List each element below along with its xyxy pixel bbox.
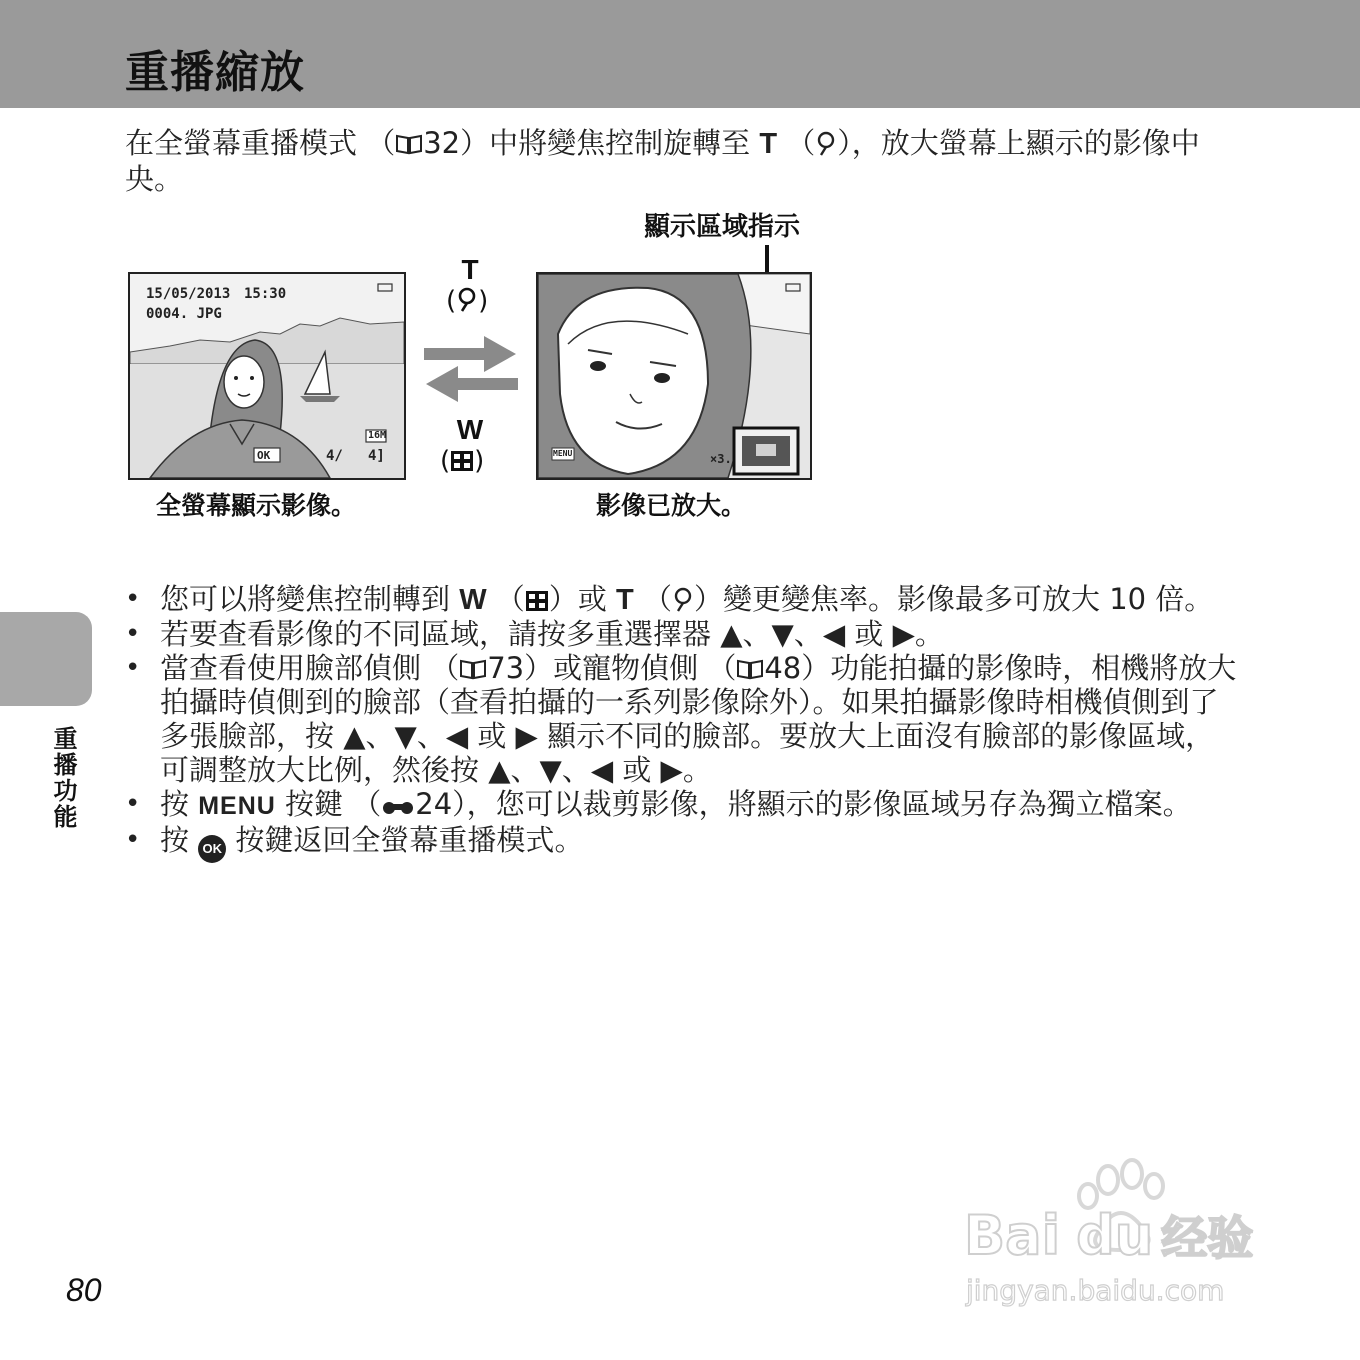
page-ref: 48 bbox=[764, 651, 802, 685]
intro-text-1: 在全螢幕重播模式 （ bbox=[125, 126, 396, 160]
intro-paragraph bbox=[125, 126, 1240, 197]
watermark-brand-part2: du bbox=[1076, 1204, 1154, 1267]
book-ref-icon bbox=[736, 658, 764, 680]
key-t: T bbox=[616, 584, 634, 616]
zoom-t-label: T bbox=[461, 254, 479, 285]
watermark-brand bbox=[964, 1202, 1253, 1268]
list-item bbox=[125, 582, 1240, 617]
full-frame-illustration bbox=[130, 274, 404, 478]
list-item bbox=[125, 617, 1240, 651]
right-caption: 影像已放大。 bbox=[596, 491, 747, 520]
key-w: W bbox=[459, 584, 487, 616]
bullet-list bbox=[125, 582, 1240, 863]
bullet-text: 按 bbox=[160, 787, 199, 821]
bullet-text: （ bbox=[633, 582, 672, 616]
intro-text-3: （ bbox=[777, 126, 816, 160]
osd-counter-total: 4] bbox=[368, 448, 385, 464]
left-caption: 全螢幕顯示影像。 bbox=[156, 491, 357, 520]
osd-counter-current: 4/ bbox=[326, 448, 343, 464]
osd-menu-badge: MENU bbox=[553, 449, 573, 458]
full-frame-screen bbox=[128, 272, 406, 480]
bullet-text: 按鍵返回全螢幕重播模式。 bbox=[226, 823, 584, 857]
book-ref-icon bbox=[395, 133, 423, 155]
zoom-in-icon bbox=[815, 131, 837, 157]
intro-ref-1: 32 bbox=[423, 126, 461, 160]
page-number: 80 bbox=[66, 1272, 102, 1308]
osd-size-badge: 16M bbox=[368, 430, 387, 441]
osd-zoom-factor: ×3. bbox=[710, 452, 732, 466]
watermark-cn: 经验 bbox=[1161, 1211, 1254, 1265]
ok-button-icon: OK bbox=[198, 835, 226, 863]
bullet-text: ），您可以裁剪影像，將顯示的影像區域另存為獨立檔案。 bbox=[452, 787, 1192, 821]
osd-ok-badge: OK bbox=[257, 449, 271, 462]
page-ref: 24 bbox=[415, 787, 453, 821]
bullet-text: 當查看使用臉部偵側 （ bbox=[160, 651, 460, 685]
watermark-url: jingyan.baidu.com bbox=[966, 1274, 1225, 1307]
page-title: 重播縮放 bbox=[125, 47, 305, 98]
list-item bbox=[125, 651, 1240, 787]
list-item bbox=[125, 787, 1240, 823]
side-tab bbox=[0, 612, 92, 706]
bullet-text: 您可以將變焦控制轉到 bbox=[160, 582, 460, 616]
page-ref: 73 bbox=[487, 651, 525, 685]
intro-text-4: ），放大螢幕上顯示的影像中央。 bbox=[125, 126, 1200, 196]
zoom-arrows bbox=[422, 334, 520, 404]
osd-time: 15:30 bbox=[244, 286, 287, 302]
intro-text-2: ）中將變焦控制旋轉至 bbox=[460, 126, 760, 160]
zoom-in-icon bbox=[672, 587, 694, 613]
zoomed-screen bbox=[536, 272, 812, 480]
intro-key-t: T bbox=[759, 128, 778, 160]
zoom-w-label: W bbox=[456, 414, 484, 445]
zoom-t-paren: ( ) bbox=[446, 286, 489, 316]
bullet-text: ）或寵物偵側 （ bbox=[524, 651, 737, 685]
thumbnail-icon bbox=[450, 450, 474, 472]
list-item bbox=[125, 823, 1240, 863]
bullet-text: ）或 bbox=[548, 582, 617, 616]
book-ref-icon bbox=[459, 658, 487, 680]
zoom-w-paren: ( ) bbox=[440, 446, 485, 476]
binocular-ref-icon bbox=[381, 796, 415, 816]
bullet-text: 若要查看影像的不同區域，請按多重選擇器 ▲、▼、◀ 或 ▶。 bbox=[160, 617, 944, 651]
display-area-callout: 顯示區域指示 bbox=[644, 212, 801, 242]
bullet-text: 按 bbox=[160, 823, 199, 857]
baidu-watermark bbox=[960, 1150, 1280, 1310]
bullet-text: （ bbox=[486, 582, 525, 616]
osd-date: 15/05/2013 bbox=[146, 286, 231, 302]
watermark-brand-part1: Bai bbox=[964, 1204, 1061, 1267]
osd-filename: 0004. JPG bbox=[146, 306, 222, 322]
bullet-text: 按鍵 （ bbox=[275, 787, 382, 821]
zoomed-illustration bbox=[538, 274, 810, 478]
bullet-text: ）變更變焦率。影像最多可放大 10 倍。 bbox=[693, 582, 1214, 616]
zoom-in-icon bbox=[456, 287, 478, 313]
menu-key: MENU bbox=[198, 792, 276, 820]
thumbnail-icon bbox=[525, 590, 549, 612]
bullet-text: ）功能拍攝的影像時，相機將放大拍攝時偵側到的臉部（查看拍攝的一系列影像除外）。如果拍攝影像時相機偵側到了多張臉部，按 ▲、▼、◀ 或 ▶ 顯示不同的臉部。要放大上面沒有臉部的影像區域，可調整放大比例，然後按 ▲、▼、◀ 或 ▶。 bbox=[160, 651, 1237, 787]
side-tab-label: 重播功能 bbox=[49, 726, 77, 830]
